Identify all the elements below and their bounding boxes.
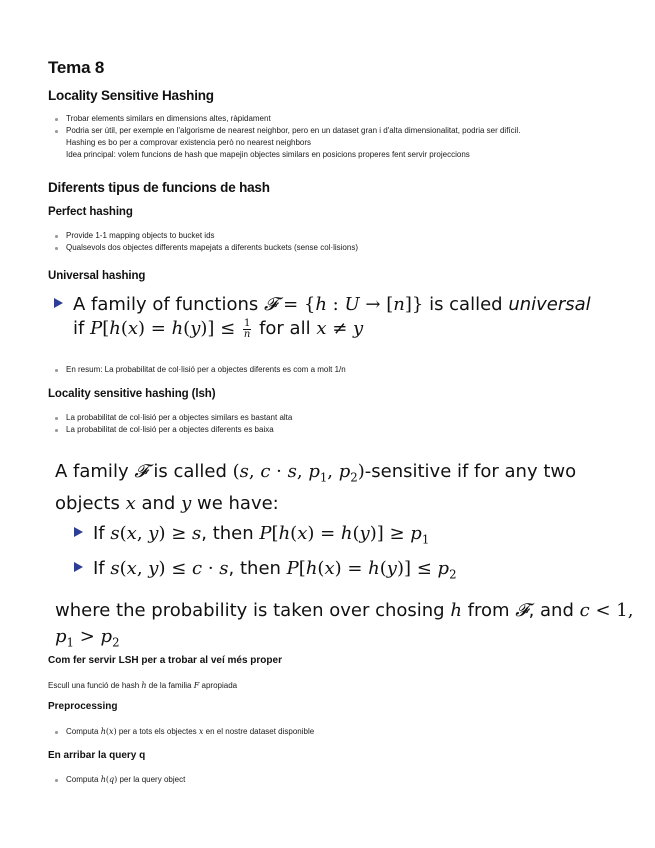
list-item: Provide 1-1 mapping objects to bucket ids bbox=[48, 230, 358, 242]
preprocessing-list bbox=[48, 726, 314, 738]
slide-line: where the probability is taken over chosing h from 𝓕, and c < 1, bbox=[55, 599, 634, 621]
list-item: La probabilitat de col·lisió per a objectes diferents es baixa bbox=[48, 424, 292, 436]
slide-line: A family of functions 𝓕 = {h : U → [n]} is called universal bbox=[54, 293, 591, 317]
bullet-triangle-icon bbox=[74, 562, 83, 572]
list-item: Computa h(q) per la query object bbox=[48, 774, 185, 786]
choose-hash-text: Escull una funció de hash h de la familia F apropiada bbox=[48, 681, 238, 690]
lsh-bullet-list bbox=[48, 113, 520, 161]
universal-hashing-heading: Universal hashing bbox=[48, 270, 146, 282]
lsh-definition-heading: Locality sensitive hashing (lsh) bbox=[48, 388, 216, 400]
lsh-definition-list bbox=[48, 412, 292, 436]
list-item-text: Hashing es bo per a comprovar existencia però no nearest neighbors bbox=[66, 138, 312, 147]
universal-summary-list bbox=[48, 364, 346, 376]
page-title: Tema 8 bbox=[48, 58, 105, 77]
query-heading: En arribar la query q bbox=[48, 750, 146, 761]
slide-line: A family 𝓕 is called (s, c · s, $p_1$, $p_2$)-sensitive if for any two bbox=[55, 461, 577, 485]
slide-line: if P[h(x) = h(y)] ≤ $\frac{1}{n}$ for all x ≠ y bbox=[73, 317, 364, 340]
slide-line: objects x and y we have: bbox=[55, 492, 279, 514]
slide-line: If s(x, y) ≥ s, then $P[h(x) = h(y)] \ge p_1$ bbox=[55, 522, 633, 552]
hash-types-heading: Diferents tipus de funcions de hash bbox=[48, 180, 270, 195]
howto-heading: Com fer servir LSH per a trobar al veí més proper bbox=[48, 655, 282, 666]
perfect-hashing-list bbox=[48, 230, 358, 254]
list-item bbox=[48, 125, 520, 161]
universal-definition-slide bbox=[54, 293, 591, 341]
perfect-hashing-heading: Perfect hashing bbox=[48, 206, 133, 218]
list-item: Trobar elements similars en dimensions altes, ràpidament bbox=[48, 113, 520, 125]
preprocessing-heading: Preprocessing bbox=[48, 701, 118, 712]
lsh-definition-slide bbox=[55, 460, 633, 654]
list-item-text: Podria ser útil, per exemple en l'algorisme de nearest neighbor, pero en un dataset gran i d'alta dimensionalitat, podria ser difícil. bbox=[66, 126, 521, 135]
list-item: Qualsevols dos objectes differents mapejats a diferents buckets (sense col·lisions) bbox=[48, 242, 358, 254]
bullet-triangle-icon bbox=[54, 298, 63, 308]
bullet-triangle-icon bbox=[74, 527, 83, 537]
list-item: La probabilitat de col·lisió per a objectes similars es bastant alta bbox=[48, 412, 292, 424]
lsh-heading: Locality Sensitive Hashing bbox=[48, 88, 214, 103]
list-item: Computa h(x) per a tots els objectes x en el nostre dataset disponible bbox=[48, 726, 314, 738]
list-item: En resum: La probabilitat de col·lisió per a objectes diferents es com a molt 1/n bbox=[48, 364, 346, 376]
slide-line: If s(x, y) ≤ c · s, then $P[h(x) = h(y)] \le p_2$ bbox=[55, 557, 633, 587]
list-item-text: Idea principal: volem funcions de hash que mapejin objectes similars en posicions properes fent servir projeccions bbox=[66, 150, 470, 159]
slide-line: $p_1 > p_2$ bbox=[55, 625, 120, 650]
query-list bbox=[48, 774, 185, 786]
